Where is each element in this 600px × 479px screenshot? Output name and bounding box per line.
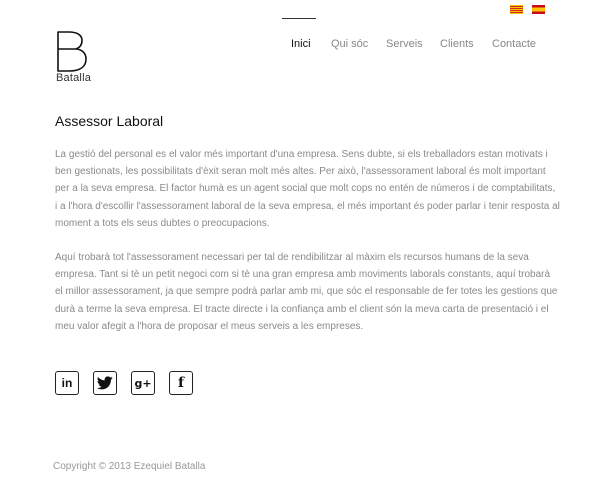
nav-item-inici[interactable]: Inici [291,38,311,50]
google-plus-icon[interactable]: g+ [131,371,155,395]
footer-copyright: Copyright © 2013 Ezequiel Batalla [53,461,206,472]
linkedin-icon[interactable]: in [55,371,79,395]
brand-name: Batalla [56,72,92,84]
services-paragraph: Aquí trobarà tot l'assessorament necessari per tal de rendibilitzar al màxim els recursos humans de la seva empresa. Tant si tè un petit negoci com si tè una gran empresa amb moviments laborals constants, aquí trobarà el millor assessorament, ja que sempre podrà parlar amb mi, que sóc el responsable de fer totes les gestions que durà a terme la seva empresa. El tracte directe i la confiança amb el client són la meva carta de presentació i el meu valor afegit a l'hora de proposar el meus serveis a les empreses. [55,252,558,332]
social-links [55,371,193,395]
nav-item-qui-soc[interactable]: Qui sóc [331,38,369,50]
twitter-bird-icon [97,376,113,390]
page-title: Assessor Laboral [55,113,164,129]
twitter-icon[interactable] [93,371,117,395]
facebook-icon[interactable]: f [169,371,193,395]
language-switcher [510,5,545,14]
intro-paragraph: La gestió del personal es el valor més important d'una empresa. Sens dubte, si els treballadors estan motivats i ben gestionats, les possibilitats d'èxit seran molt més altes. Per això, l'assessorament laboral és molt important per a la seva empresa. El factor humà es un agent social que molt cops no entén de números i de comptabilitats, i a l'hora d'escollir l'assessorament laboral de la seva empresa, el més important és poder parlar i tenir resposta al moment a tots els seus dubtes o preocupacions. [55,149,560,229]
main-navigation [270,38,600,62]
spanish-flag-icon[interactable] [532,5,545,14]
nav-item-contacte[interactable]: Contacte [492,38,537,50]
catalan-flag-icon[interactable] [510,5,523,14]
active-nav-indicator [282,18,316,19]
nav-item-serveis[interactable]: Serveis [386,38,423,50]
nav-item-clients[interactable]: Clients [440,38,474,50]
